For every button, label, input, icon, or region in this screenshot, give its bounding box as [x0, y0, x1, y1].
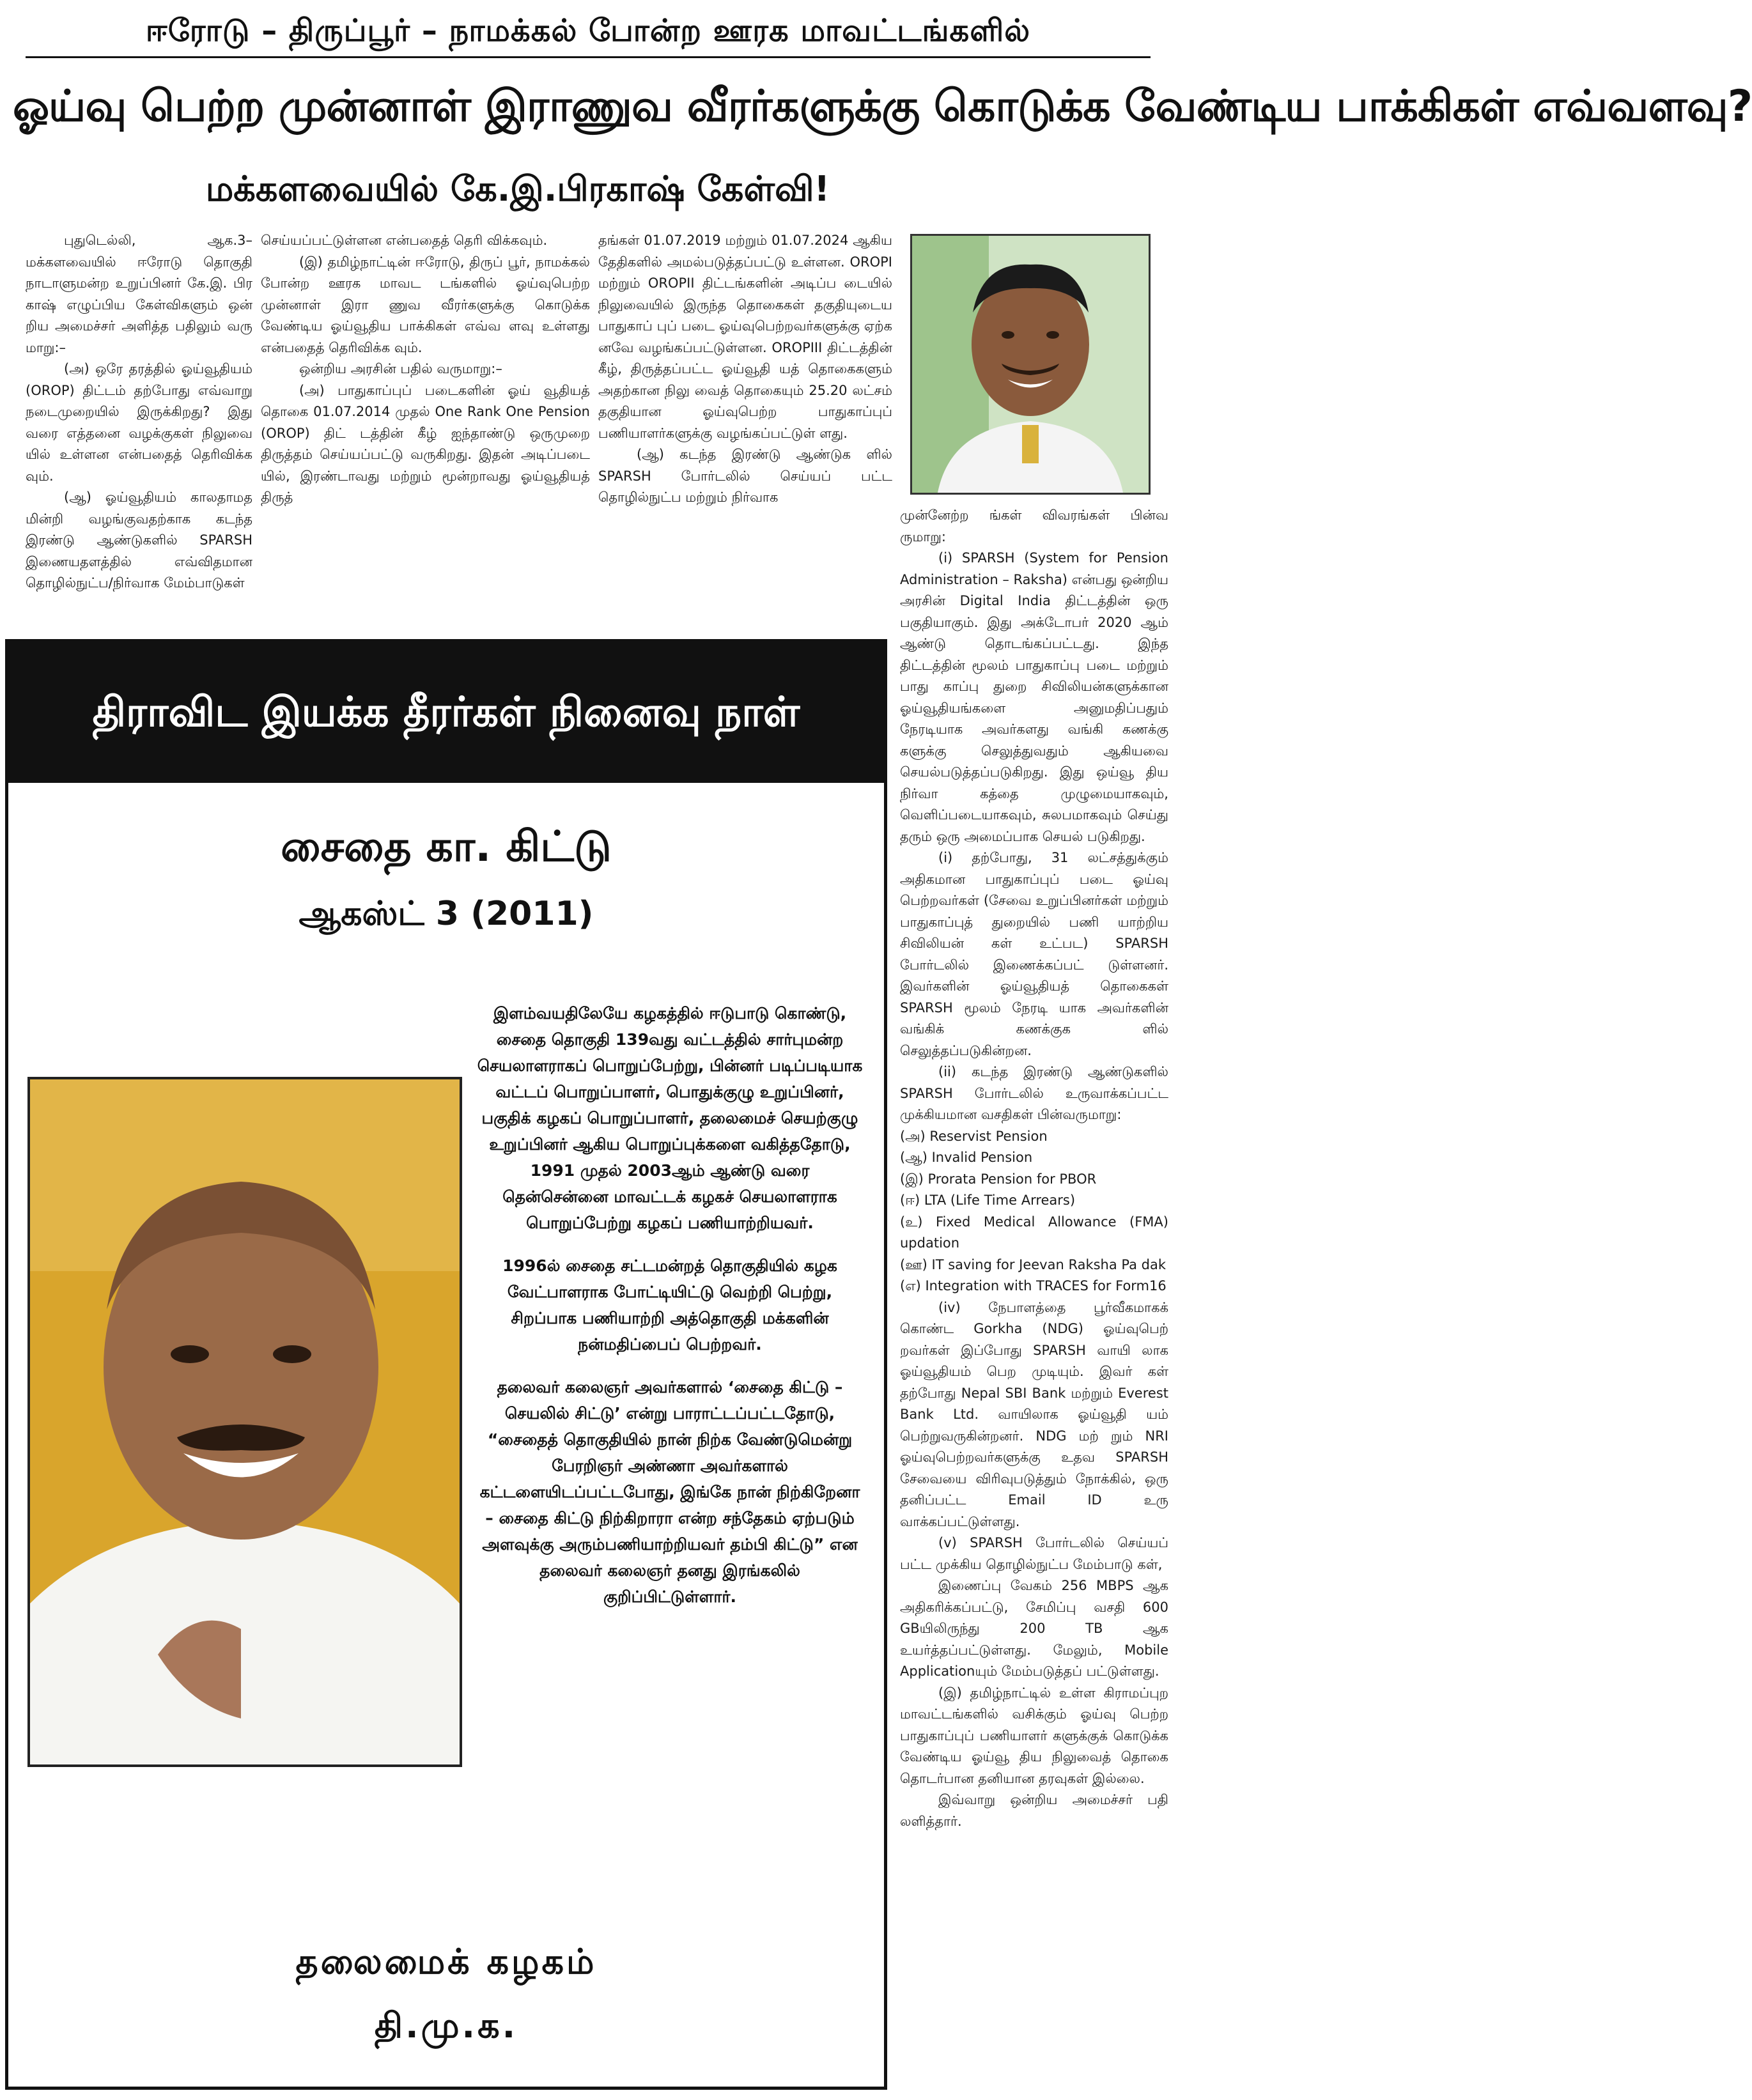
- paragraph: (ii) கடந்த இரண்டு ஆண்டுகளில் SPARSH போர்டலில் உருவாக்கப்பட்ட முக்கியமான வசதிகள் பின்வருமாறு:: [900, 1064, 1168, 1122]
- headline-rule: [26, 56, 1151, 58]
- tribute-portrait-image: [30, 1079, 460, 1764]
- portrait-image: [912, 236, 1149, 493]
- list-item: (உ) Fixed Medical Allowance (FMA) updation: [900, 1214, 1168, 1251]
- paragraph: முன்னேற்ற ங்கள் விவரங்கள் பின்வ ருமாறு:: [900, 507, 1168, 544]
- paragraph: புதுடெல்லி, ஆக.3– மக்களவையில் ஈரோடு தொகுதி நாடாளுமன்ற உறுப்பினர் கே.இ. பிர காஷ் எழுப்பிய கேள்விகளும் ஒன் றிய அமைச்சர் அளித்த பதிலும் வரு மாறு:–: [26, 233, 252, 355]
- paragraph: (v) SPARSH போர்டலில் செய்யப் பட்ட முக்கிய தொழில்நுட்ப மேம்பாடு கள்,: [900, 1535, 1168, 1572]
- kicker-headline: ஈரோடு – திருப்பூர் – நாமக்கல் போன்ற ஊரக மாவட்டங்களில்: [145, 13, 1031, 49]
- paragraph: இணைப்பு வேகம் 256 MBPS ஆக அதிகரிக்கப்பட்டு, சேமிப்பு வசதி 600 GBயிலிருந்து 200 TB ஆக உயர்த்தப்பட்டுள்ளது. மேலும், Mobile Applicationயும் மேம்படுத்தப் பட்டுள்ளது.: [900, 1578, 1168, 1679]
- list-item: (ஊ) IT saving for Jeevan Raksha Pa dak: [900, 1256, 1167, 1272]
- tribute-name: சைதை கா. கிட்டு: [281, 822, 612, 871]
- main-headline: ஓய்வு பெற்ற முன்னாள் இராணுவ வீரர்களுக்கு கொடுக்க வேண்டிய பாக்கிகள் எவ்வளவு?: [13, 81, 1752, 132]
- list-item: (அ) Reservist Pension: [900, 1128, 1048, 1144]
- tribute-paragraph: தலைவர் கலைஞர் அவர்களால் ‘சைதை கிட்டு – செயலில் சிட்டு’ என்று பாராட்டப்பட்டதோடு, “சைதைத் தொகுதியில் நான் நிற்க வேண்டுமென்று பேரறிஞர் அண்ணா அவர்களால் கட்டளையிடப்பட்டபோது, இங்கே நான் நிற்கிறேனா – சைதை கிட்டு நிற்கிறாரா என்ற சந்தேகம் ஏற்படும் அளவுக்கு அரும்பணியாற்றியவர் தம்பி கிட்டு” என தலைவர் கலைஞர் தனது இரங்கலில் குறிப்பிட்டுள்ளார்.: [479, 1378, 860, 1606]
- tribute-portrait: [27, 1077, 462, 1767]
- paragraph: (அ) பாதுகாப்புப் படைகளின் ஓய் வூதியத் தொகை 01.07.2014 முதல் One Rank One Pension (OROP) திட் டத்தின் கீழ் ஐந்தாண்டு ஒருமுறை திருத்தம் செய்யப்பட்டு வருகிறது. இதன் அடிப்படை யில், இரண்டாவது மற்றும் மூன்றாவது ஓய்வூதியத் திருத்: [261, 382, 590, 505]
- portrait-photo: [910, 234, 1151, 495]
- article-column-1: [26, 230, 252, 620]
- list-item: (ஆ) Invalid Pension: [900, 1150, 1033, 1165]
- paragraph: செய்யப்பட்டுள்ளன என்பதைத் தெரி விக்கவும்.: [261, 233, 548, 248]
- paragraph: (iv) நேபாளத்தை பூர்வீகமாகக் கொண்ட Gorkha (NDG) ஓய்வுபெற் றவர்கள் இப்போது SPARSH வாயி லாக ஓய்வூதியம் பெற முடியும். இவர் கள் தற்போது Nepal SBI Bank மற்றும் Everest Bank Ltd. வாயிலாக ஓய்வூதி யம் பெற்றுவருகின்றனர். NDG மற் றும் NRI ஓய்வுபெற்றவர்களுக்கு உதவ SPARSH சேவையை விரிவுபடுத்தும் நோக்கில், ஒரு தனிப்பட்ட Email ID உரு வாக்கப்பட்டுள்ளது.: [900, 1299, 1168, 1529]
- article-column-2: [261, 230, 590, 620]
- tribute-organization: தலைமைக் கழகம்: [295, 1942, 597, 1982]
- paragraph: (i) தற்போது, 31 லட்சத்துக்கும் அதிகமான பாதுகாப்புப் படை ஓய்வு பெற்றவர்கள் (சேவை உறுப்பினர்கள் மற்றும் பாதுகாப்புத் துறையில் பணி யாற்றிய சிவிலியன் கள் உட்பட) SPARSH போர்டலில் இணைக்கப்பட் டுள்ளனர். இவர்களின் ஓய்வூதியத் தொகைகள் SPARSH மூலம் நேரடி யாக அவர்களின் வங்கிக் கணக்குக ளில் செலுத்தப்படுகின்றன.: [900, 850, 1168, 1058]
- list-item: (எ) Integration with TRACES for Form16: [900, 1278, 1167, 1293]
- article-column-4: [900, 505, 1168, 2077]
- article-column-3: [598, 230, 892, 620]
- tribute-biography: [475, 1000, 865, 1850]
- paragraph: (ஆ) ஓய்வூதியம் காலதாமத மின்றி வழங்குவதற்காக கடந்த இரண்டு ஆண்டுகளில் SPARSH இணையதளத்தில் எவ்விதமான தொழில்நுட்ப/நிர்வாக மேம்பாடுகள்: [26, 490, 252, 591]
- tribute-paragraph: இளம்வயதிலேயே கழகத்தில் ஈடுபாடு கொண்டு, சைதை தொகுதி 139வது வட்டத்தில் சார்புமன்ற செயலாளராகப் பொறுப்பேற்று, பின்னர் படிப்படியாக வட்டப் பொறுப்பாளர், பொதுக்குழு உறுப்பினர், பகுதிக் கழகப் பொறுப்பாளர், தலைமைச் செயற்குழு உறுப்பினர் ஆகிய பொறுப்புக்களை வகித்ததோடு, 1991 முதல் 2003ஆம் ஆண்டு வரை தென்சென்னை மாவட்டக் கழகச் செயலாளராக பொறுப்பேற்று கழகப் பணியாற்றியவர்.: [477, 1004, 863, 1232]
- paragraph: (இ) தமிழ்நாட்டில் உள்ள கிராமப்புற மாவட்டங்களில் வசிக்கும் ஓய்வு பெற்ற பாதுகாப்புப் பணியாளர் களுக்குக் கொடுக்க வேண்டிய ஓய்வூ திய நிலுவைத் தொகை தொடர்பான தனியான தரவுகள் இல்லை.: [900, 1685, 1168, 1786]
- list-item: (இ) Prorata Pension for PBOR: [900, 1171, 1097, 1187]
- tribute-party: தி.மு.க.: [374, 2005, 518, 2046]
- paragraph: (i) SPARSH (System for Pension Administration – Raksha) என்பது ஒன்றிய அரசின் Digital India திட்டத்தின் ஒரு பகுதியாகும். இது அக்டோபர் 2020 ஆம் ஆண்டு தொடங்கப்பட்டது. இந்த திட்டத்தின் மூலம் பாதுகாப்பு படை மற்றும் பாது காப்பு துறை சிவிலியன்களுக்கான ஓய்வூதியங்களை அனுமதிப்பதும் நேரடியாக அவர்களது வங்கி கணக்கு களுக்கு செலுத்துவதும் ஆகியவை செயல்படுத்தப்படுகிறது. இது ஒய்வூ திய நிர்வா கத்தை முழுமையாகவும், வெளிப்படையாகவும், சுலபமாகவும் செய்து தரும் ஒரு அமைப்பாக செயல் படுகிறது.: [900, 550, 1168, 844]
- sub-headline: மக்களவையில் கே.இ.பிரகாஷ் கேள்வி!: [205, 169, 830, 209]
- list-item: (ஈ) LTA (Life Time Arrears): [900, 1193, 1076, 1208]
- paragraph: (ஆ) கடந்த இரண்டு ஆண்டுக ளில் SPARSH போர்டலில் செய்யப் பட்ட தொழில்நுட்ப மற்றும் நிர்வாக: [598, 447, 892, 505]
- paragraph: இவ்வாறு ஒன்றிய அமைச்சர் பதி லளித்தார்.: [900, 1792, 1168, 1829]
- paragraph: (இ) தமிழ்நாட்டின் ஈரோடு, திருப் பூர், நாமக்கல் போன்ற ஊரக மாவட டங்களில் ஓய்வுபெற்ற முன்னாள் இரா ணுவ வீரர்களுக்கு கொடுக்க வேண்டிய ஓய்வூதிய பாக்கிகள் எவ்வ ளவு உள்ளது என்பதைத் தெரிவிக்க வும்.: [261, 254, 590, 355]
- tribute-date: ஆகஸ்ட் 3 (2011): [298, 895, 594, 933]
- tribute-box: [5, 639, 887, 2090]
- tribute-paragraph: 1996ல் சைதை சட்டமன்றத் தொகுதியில் கழக வேட்பாளராக போட்டியிட்டு வெற்றி பெற்று, சிறப்பாக பணியாற்றி அத்தொகுதி மக்களின் நன்மதிப்பைப் பெற்றவர்.: [502, 1256, 837, 1354]
- paragraph: ஒன்றிய அரசின் பதில் வருமாறு:–: [299, 361, 502, 376]
- paragraph: தங்கள் 01.07.2019 மற்றும் 01.07.2024 ஆகிய தேதிகளில் அமல்படுத்தப்பட்டு உள்ளன. OROPI மற்றும் OROPII திட்டங்களின் அடிப்ப டையில் நிலுவையில் இருந்த தொகைகள் தகுதியுடைய பாதுகாப் புப் படை ஓய்வுபெற்றவர்களுக்கு ஏற்க னவே வழங்கப்பட்டுள்ளன. OROPIII திட்டத்தின் கீழ், திருத்தப்பட்ட ஓய்வூதி யத் தொகைகளும் அதற்கான நிலு வைத் தொகையும் 25.20 லட்சம் தகுதியான ஓய்வுபெற்ற பாதுகாப்புப் பணியாளர்களுக்கு வழங்கப்பட்டுள் ளது.: [598, 233, 892, 441]
- paragraph: (அ) ஒரே தரத்தில் ஓய்வூதியம் (OROP) திட்டம் தற்போது எவ்வாறு நடைமுறையில் இருக்கிறது? இது வரை எத்தனை வழக்குகள் நிலுவை யில் உள்ளன என்பதைத் தெரிவிக்க வும்.: [26, 361, 252, 484]
- tribute-banner: திராவிட இயக்க தீரர்கள் நினைவு நாள்: [8, 642, 884, 783]
